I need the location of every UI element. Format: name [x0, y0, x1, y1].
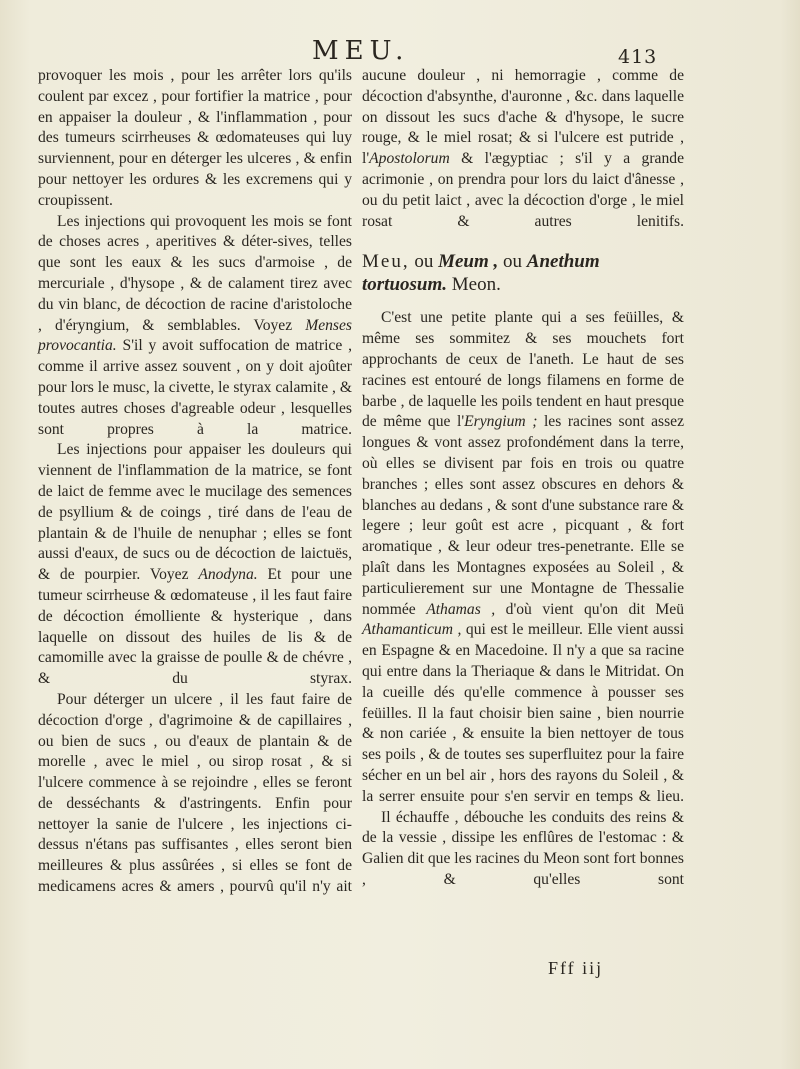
running-title: MEU. — [312, 36, 410, 66]
paragraph — [38, 66, 352, 212]
cross-reference: Apostolorum — [369, 150, 450, 168]
page-number: 413 — [618, 46, 658, 68]
french-name: Meon. — [447, 274, 501, 296]
paragraph-text: aucune douleur , ni hemorragie , comme de décoction d'absynthe, d'auronne , &c. dans laquelle on dissout les sucs d'ache & d'hysope, le sucre rouge, & le miel rosat; & si l'ulcere est putride , l' — [362, 67, 684, 168]
heading-conjunction: ou — [498, 251, 527, 273]
paragraph — [362, 808, 684, 891]
signature-mark: Fff iij — [548, 958, 604, 978]
latin-name: Meum , — [438, 251, 499, 273]
paragraph — [362, 308, 684, 807]
paragraph-text: & l'ægyptiac ; s'il y a grande acrimonie , on prendra pour lors du laict d'ânesse , ou du petit laict , avec la décoction d'orge , le miel rosat & autres lenitifs. — [362, 150, 684, 230]
right-column — [362, 66, 684, 891]
paragraph — [38, 690, 352, 898]
cross-reference: Anodyna. — [198, 566, 258, 584]
entry-heading — [362, 250, 684, 296]
paragraph — [38, 212, 352, 441]
latin-name: Anethum tortuosum. — [362, 251, 600, 296]
paragraph-text: C'est une petite plante qui a ses feüilles, & même ses sommitez & ses mouchets fort approchants de ceux de l'aneth. Le haut de ses racines est entouré de longs filamens en forme de barbe , de laquelle les poils tendent en haut presque de même que l' — [362, 309, 684, 431]
entry-name: Meu, — [362, 251, 410, 273]
paragraph-text: Les injections qui provoquent les mois se font de choses acres , aperitives & déter-sives, telles que sont les eaux & les sucs d'armoise , de mercuriale , d'hysope , & de calament tirez avec du vin blanc, de décoction de racine d'aristoloche , d'éryngium, & semblables. Voyez — [38, 212, 352, 334]
left-column — [38, 66, 352, 898]
cross-reference: Eryngium ; — [464, 413, 538, 431]
cross-reference: Menses provocantia. — [38, 316, 352, 355]
paragraph-text: Il échauffe , débouche les conduits des reins & de la vessie , dissipe les enflûres de l'estomac : & Galien dit que les racines du Meon sont fort bonnes , & qu'elles sont — [362, 808, 684, 888]
paragraph — [362, 66, 684, 232]
paragraph-text: S'il y avoit suffocation de matrice , comme il arrive assez souvent , on y doit ajoûter pour lors le musc, la civette, le styrax calamite , & toutes autres choses d'agreable odeur , lesquelles sont propres à la matrice. — [38, 337, 352, 438]
latin-name: Athamanticum , — [362, 621, 462, 639]
paragraph-text: les racines sont assez longues & vont assez profondément dans la terre, où elles se divisent par fois en trois ou quatre branches ; elles sont assez obscures en dehors & blanches au dedans , & sont d'une substance rare & legere ; leur goût est acre , picquant , & fort aromatique , & leur odeur tres-penetrante. Elle se plaît dans les Montagnes exposées au Soleil , & particulierement sur une Montagne de Thessalie nommée — [362, 413, 685, 618]
paragraph-text: Les injections pour appaiser les douleurs qui viennent de l'inflammation de la matrice, se font de laict de femme avec le mucilage des semences de psyllium & de coings , tiré dans de l'eau de plantain & de l'huile de nenuphar ; elles se font aussi d'eaux, de sucs ou de décoction de laictuës, & de pourpier. Voyez — [38, 441, 352, 584]
paragraph-text: Et pour une tumeur scirrheuse & œdomateuse , il les faut faire de décoction émolliente & hysterique , dans laquelle on dissout des huiles de lis & de camomille avec la graisse de poulle & de chévre , & du styrax. — [38, 566, 352, 688]
paragraph-text: d'où vient qu'on dit Meü — [495, 600, 685, 618]
paragraph-text: provoquer les mois , pour les arrêter lors qu'ils coulent par excez , pour fortifier la matrice , pour en appaiser la douleur , & l'inflammation , pour des tumeurs scirrheuses & œdomateuses qui luy surviennent, pour en déterger les ulceres , & enfin pour nettoyer les ordures & les excremens qui y croupissent. — [38, 67, 352, 209]
heading-conjunction: ou — [409, 251, 439, 273]
paragraph-text: qui est le meilleur. Elle vient aussi en Espagne & en Macedoine. Il n'y a que sa racine qui entre dans la Theriaque & dans le Mitridat. On la cueille dés qu'elle commence à pousser ses feüilles. Il la faut choisir bien saine , bien nourrie & non cariée , & ensuite la bien nettoyer de tous ses poils , & de toutes ses superfluitez pour la faire sécher en un bel air , hors des rayons du Soleil , & la serrer ensuite pour s'en servir en temps & lieu. — [362, 621, 684, 805]
paragraph-text: Pour déterger un ulcere , il les faut faire de décoction d'orge , d'agrimoine & de capillaires , ou bien de sucs , ou d'eaux de plantain & de morelle , avec le miel , ou sirop rosat , & si l'ulcere commence à se rejoindre , elles se feront de desséchants & d'astringents. Enfin pour nettoyer la sanie de l'ulcere , les injections ci-dessus n'étans pas suffisantes , elles seront bien meilleures & plus assûrées , si elles se font de medicamens acres & amers , pourvû qu'il n'y ait — [38, 690, 352, 896]
place-name: Athamas , — [426, 600, 496, 618]
paragraph — [38, 440, 352, 690]
